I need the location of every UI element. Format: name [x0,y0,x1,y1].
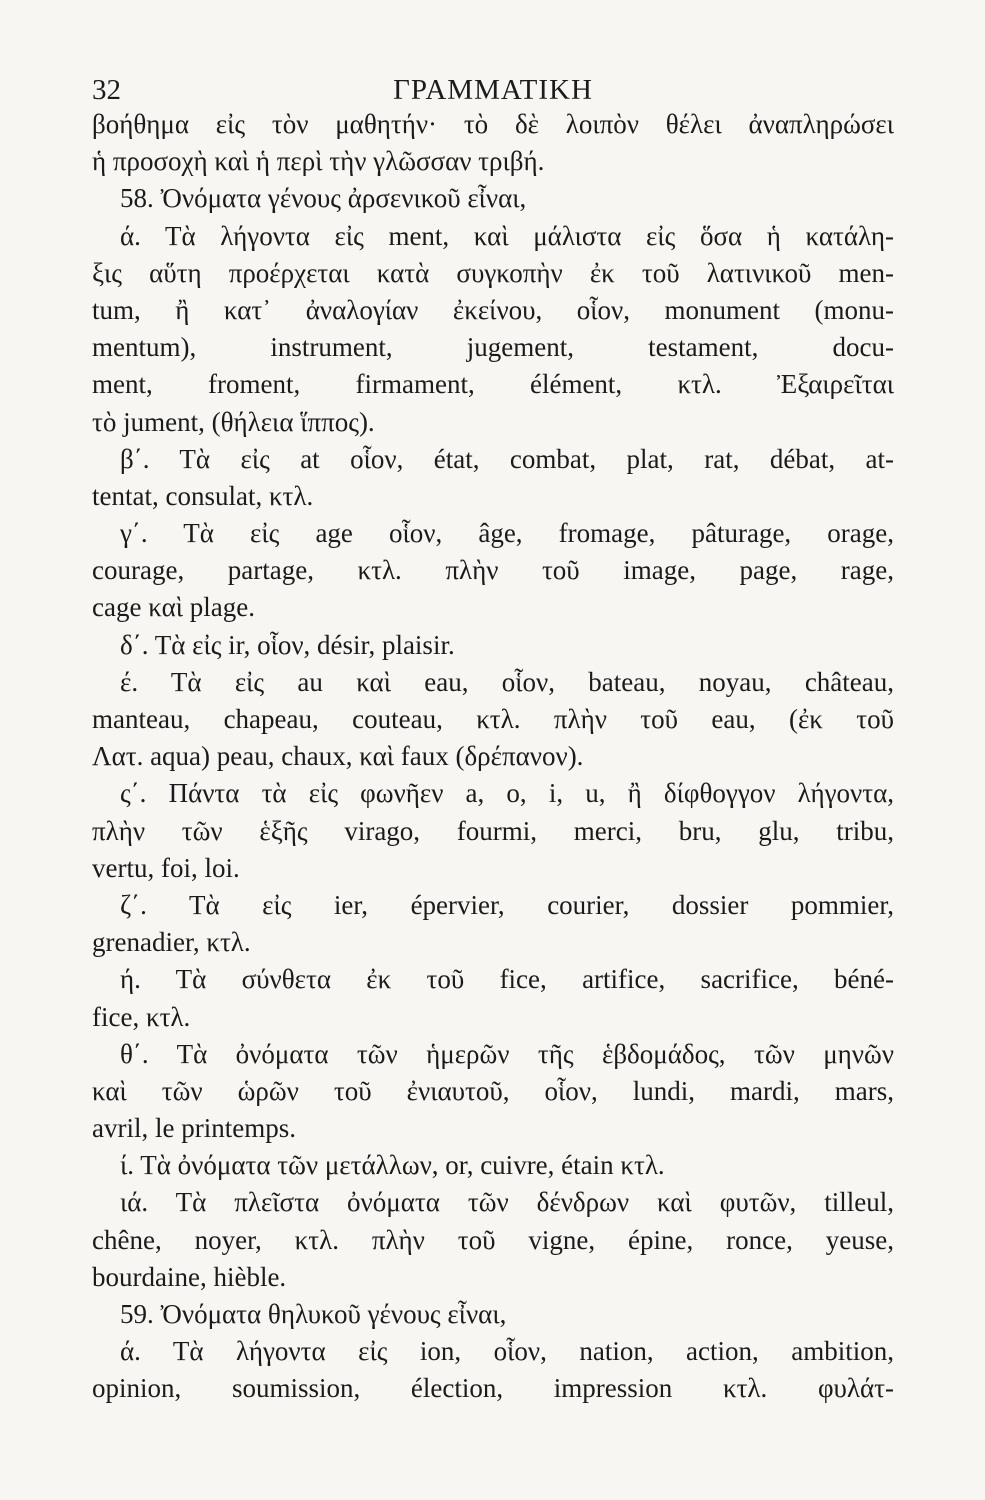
text-line: mentum), instrument, jugement, testament, docu- [92,332,894,363]
text-line: ή. Τὰ σύνθετα ἐκ τοῦ fice, artifice, sacrifice, béné- [120,964,894,995]
text-line: Λατ. aqua) peau, chaux, καὶ faux (δρέπανον). [92,741,584,772]
text-line: cage καὶ plage. [92,592,255,623]
running-title: ΓΡΑΜΜΑΤΙΚΗ [393,74,593,106]
text-line: ζ΄. Τὰ εἰς ier, épervier, courier, dossier pommier, [120,889,894,920]
text-line: γ΄. Τὰ εἰς age οἷον, âge, fromage, pâturage, orage, [120,518,894,549]
text-line: vertu, foi, loi. [92,852,240,883]
text-line: tum, ἢ κατ᾽ ἀναλογίαν ἐκείνου, οἷον, monument (monu- [92,294,894,325]
text-line: δ΄. Τὰ εἰς ir, οἷον, désir, plaisir. [120,629,455,660]
text-line: βοήθημα εἰς τὸν μαθητήν· τὸ δὲ λοιπὸν θέλει ἀναπληρώσει [92,109,894,139]
text-line: ς΄. Πάντα τὰ εἰς φωνῆεν a, o, i, u, ἢ δίφθογγον λήγοντα, [120,778,894,809]
text-line: avril, le printemps. [92,1113,296,1144]
text-line: grenadier, κτλ. [92,927,251,958]
text-line: ment, froment, firmament, élément, κτλ. Ἐξαιρεῖται [92,369,894,400]
page-body-text [92,106,894,1408]
text-line: θ΄. Τὰ ὀνόματα τῶν ἡμερῶν τῆς ἑβδομάδος, τῶν μηνῶν [120,1038,894,1069]
text-line: καὶ τῶν ὡρῶν τοῦ ἐνιαυτοῦ, οἷον, lundi, mardi, mars, [92,1075,894,1106]
text-line: β΄. Τὰ εἰς at οἷον, état, combat, plat, rat, débat, at- [120,443,894,474]
text-line: courage, partage, κτλ. πλὴν τοῦ image, page, rage, [92,555,894,586]
text-line: manteau, chapeau, couteau, κτλ. πλὴν τοῦ eau, (ἐκ τοῦ [92,704,894,734]
text-line: ξις αὕτη προέρχεται κατὰ συγκοπὴν ἐκ τοῦ λατινικοῦ men- [92,257,894,288]
text-line: ί. Τὰ ὀνόματα τῶν μετάλλων, or, cuivre, étain κτλ. [120,1150,665,1181]
text-line: tentat, consulat, κτλ. [92,480,314,511]
text-line: ἡ προσοχὴ καὶ ἡ περὶ τὴν γλῶσσαν τριβή. [92,146,545,177]
text-line: ιά. Τὰ πλεῖστα ὀνόματα τῶν δένδρων καὶ φυτῶν, tilleul, [120,1187,894,1218]
text-line: ά. Τὰ λήγοντα εἰς ment, καὶ μάλιστα εἰς ὅσα ἡ κατάλη- [120,220,894,251]
text-line: 59. Ὀνόματα θηλυκοῦ γένους εἶναι, [120,1299,507,1329]
text-line: πλὴν τῶν ἑξῆς virago, fourmi, merci, bru, glu, tribu, [92,815,894,846]
text-line: τὸ jument, (θήλεια ἵππος). [92,406,375,437]
text-line: 58. Ὀνόματα γένους ἀρσενικοῦ εἶναι, [120,183,527,214]
text-line: ά. Τὰ λήγοντα εἰς ion, οἷον, nation, action, ambition, [120,1336,894,1367]
text-line: chêne, noyer, κτλ. πλὴν τοῦ vigne, épine, ronce, yeuse, [92,1224,894,1255]
text-line: opinion, soumission, élection, impression κτλ. φυλάτ- [92,1373,894,1404]
text-line: έ. Τὰ εἰς au καὶ eau, οἷον, bateau, noyau, château, [120,666,894,697]
text-line: fice, κτλ. [92,1001,191,1032]
page-number: 32 [92,74,121,106]
text-line: bourdaine, hièble. [92,1261,287,1292]
